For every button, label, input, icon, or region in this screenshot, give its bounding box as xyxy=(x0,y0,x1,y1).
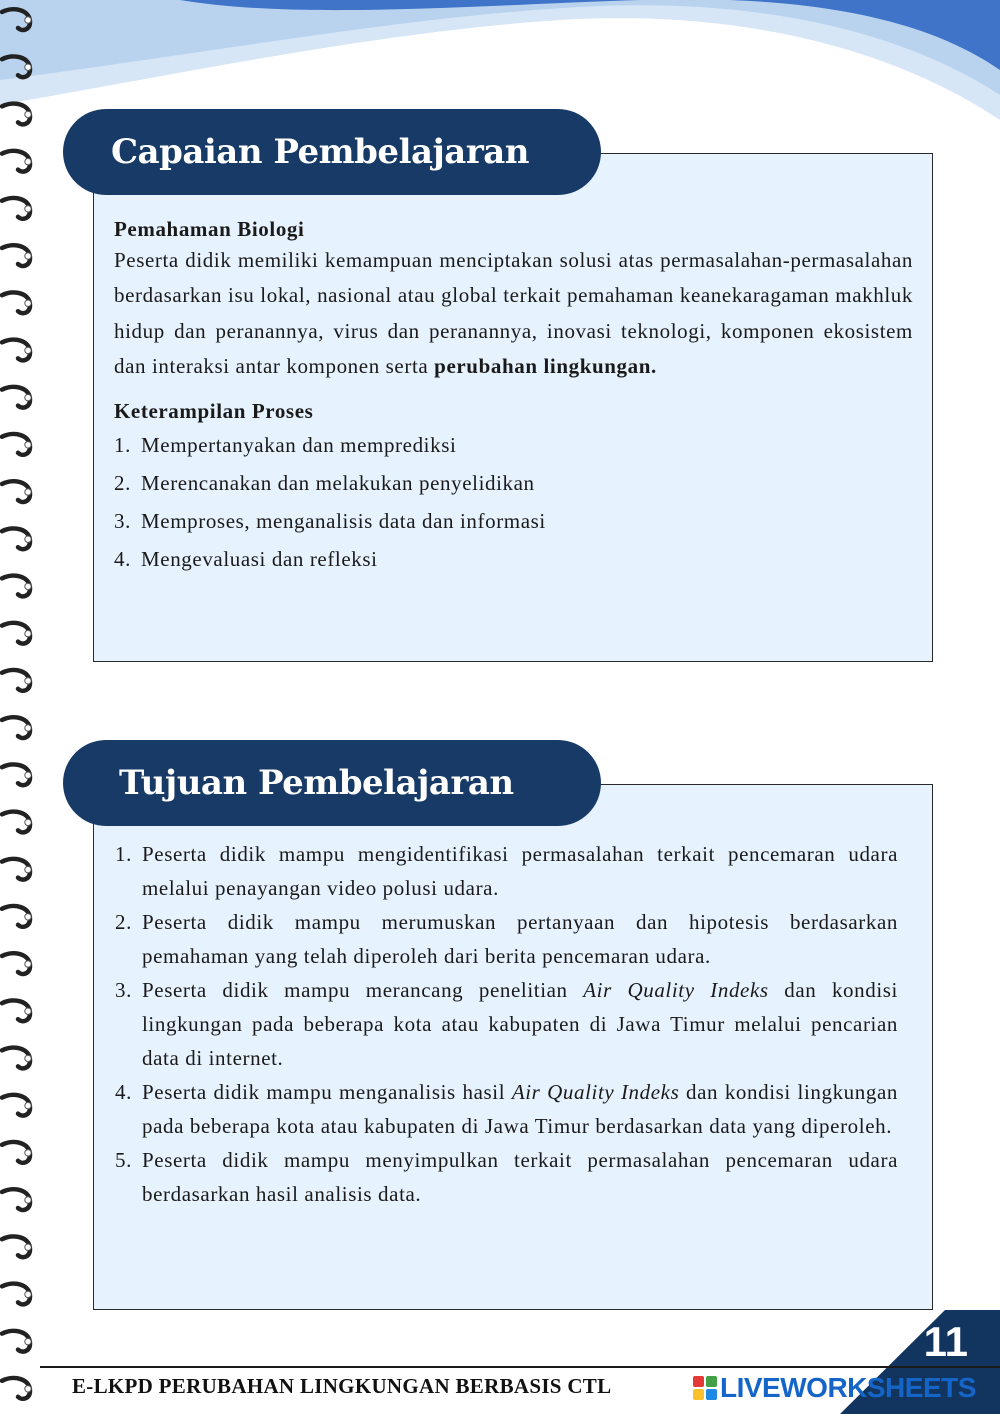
list-item: 2. Peserta didik mampu merumuskan pertanyaan dan hipotesis berdasarkan pemahaman yang telah diperoleh dari berita pencemaran udara. xyxy=(115,910,898,968)
list-item: 3. Peserta didik mampu merancang penelitian Air Quality Indeks dan kondisi lingkungan pada beberapa kota atau kabupaten di Jawa Timur melalui pencarian data di internet. xyxy=(115,978,898,1070)
pemahaman-heading: Pemahaman Biologi xyxy=(114,217,305,241)
page-number: 11 xyxy=(923,1318,968,1365)
liveworksheets-logo[interactable] xyxy=(692,1372,976,1404)
list-item: 4. Peserta didik mampu menganalisis hasil Air Quality Indeks dan kondisi lingkungan pada beberapa kota atau kabupaten di Jawa Timur berdasarkan data yang diperoleh. xyxy=(115,1080,899,1138)
liveworksheets-text: LIVEWORKSHEETS xyxy=(720,1372,976,1403)
spiral-binding-decoration xyxy=(0,0,40,1414)
footer-title: E-LKPD PERUBAHAN LINGKUNGAN BERBASIS CTL xyxy=(72,1374,612,1398)
list-item: 2. Merencanakan dan melakukan penyelidikan xyxy=(114,471,535,496)
pemahaman-paragraph xyxy=(114,243,913,384)
keterampilan-list xyxy=(114,426,913,578)
list-item: 4. Mengevaluasi dan refleksi xyxy=(114,547,378,572)
list-item: 3. Memproses, menganalisis data dan informasi xyxy=(114,509,546,534)
list-item: 1. Mempertanyakan dan memprediksi xyxy=(114,433,457,458)
pemahaman-text: Peserta didik memiliki kemampuan menciptakan solusi atas permasalahan-permasalahan berdasarkan isu lokal, nasional atau global terkait pemahaman keanekaragaman makhluk hidup dan peranannya, virus dan peranannya, inovasi teknologi, komponen ekosistem dan interaksi antar komponen serta xyxy=(114,248,913,378)
list-item: 1. Peserta didik mampu mengidentifikasi permasalahan terkait pencemaran udara melalui penayangan video polusi udara. xyxy=(115,842,898,900)
capaian-title: Capaian Pembelajaran xyxy=(63,109,601,195)
liveworksheets-icon xyxy=(692,1375,718,1401)
capaian-content xyxy=(114,215,913,578)
tujuan-content xyxy=(115,837,898,1211)
tujuan-title: Tujuan Pembelajaran xyxy=(63,740,601,826)
keterampilan-heading: Keterampilan Proses xyxy=(114,399,314,424)
list-item: 5. Peserta didik mampu menyimpulkan terkait permasalahan pencemaran udara berdasarkan hasil analisis data. xyxy=(115,1148,898,1206)
pemahaman-bold-text: perubahan lingkungan. xyxy=(434,353,657,378)
footer-divider xyxy=(40,1366,1000,1368)
tujuan-list xyxy=(115,837,898,1211)
